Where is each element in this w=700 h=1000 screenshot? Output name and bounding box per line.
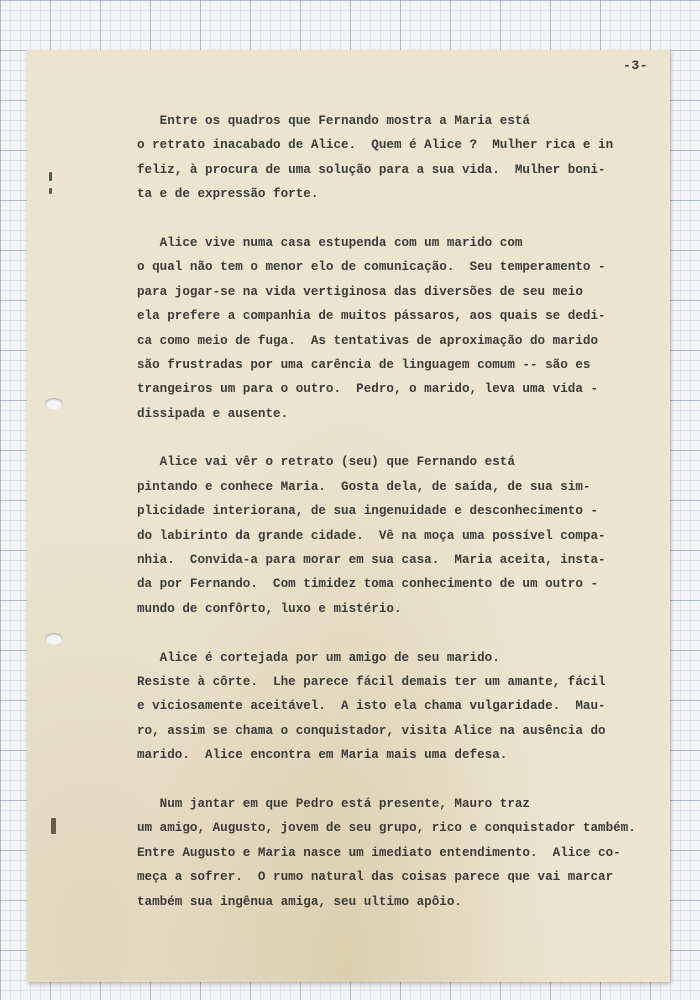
text-line: e viciosamente aceitável. A isto ela chama vulgaridade. Mau- <box>137 699 606 714</box>
paragraph <box>137 231 642 426</box>
text-line: da por Fernando. Com timidez toma conhecimento de um outro - <box>137 577 599 592</box>
text-line: o retrato inacabado de Alice. Quem é Alice ? Mulher rica e in <box>137 138 614 153</box>
text-line: ro, assim se chama o conquistador, visita Alice na ausência do <box>137 723 606 738</box>
text-line: são frustradas por uma carência de linguagem comum -- são es <box>137 357 591 372</box>
text-line: mundo de confôrto, luxo e mistério. <box>137 601 402 616</box>
paragraph <box>137 109 642 207</box>
text-line: marido. Alice encontra em Maria mais uma defesa. <box>137 748 508 763</box>
punch-hole <box>45 398 63 410</box>
text-line: nhia. Convida-a para morar em sua casa. Maria aceita, insta- <box>137 553 606 568</box>
text-line: Alice vive numa casa estupenda com um marido com <box>137 235 523 250</box>
text-line: Resiste à côrte. Lhe parece fácil demais ter um amante, fácil <box>137 674 606 689</box>
binder-mark <box>49 188 52 194</box>
text-line: também sua ingênua amiga, seu ultimo apôio. <box>137 894 462 909</box>
binder-mark <box>49 172 52 181</box>
text-line: Entre Augusto e Maria nasce um imediato entendimento. Alice co- <box>137 845 621 860</box>
text-line: trangeiros um para o outro. Pedro, o marido, leva uma vida - <box>137 382 599 397</box>
text-line: Entre os quadros que Fernando mostra a Maria está <box>137 114 530 128</box>
text-line: dissipada e ausente. <box>137 406 289 421</box>
text-line: meça a sofrer. O rumo natural das coisas parece que vai marcar <box>137 870 614 885</box>
text-line: Num jantar em que Pedro está presente, Mauro traz <box>137 796 530 811</box>
paragraph <box>137 646 642 768</box>
text-line: Alice vai vêr o retrato (seu) que Fernando está <box>137 455 515 470</box>
text-line: ta e de expressão forte. <box>137 187 319 202</box>
body-text <box>137 109 642 938</box>
text-line: para jogar-se na vida vertiginosa das diversões de seu meio <box>137 284 583 299</box>
text-line: ca como meio de fuga. As tentativas de aproximação do marido <box>137 333 599 348</box>
typewritten-page <box>27 50 670 982</box>
text-line: plicidade interiorana, de sua ingenuidade e desconhecimento - <box>137 504 599 519</box>
paragraph <box>137 450 642 621</box>
binder-mark <box>51 818 56 834</box>
text-line: Alice é cortejada por um amigo de seu marido. <box>137 650 500 665</box>
text-line: um amigo, Augusto, jovem de seu grupo, rico e conquistador também. <box>137 821 636 836</box>
text-line: ela prefere a companhia de muitos pássaros, aos quais se dedi- <box>137 309 606 324</box>
punch-hole <box>45 633 63 645</box>
text-line: do labirinto da grande cidade. Vê na moça uma possível compa- <box>137 528 606 543</box>
page-number: -3- <box>623 58 648 73</box>
text-line: pintando e conhece Maria. Gosta dela, de saída, de sua sim- <box>137 479 591 494</box>
text-line: o qual não tem o menor elo de comunicação. Seu temperamento - <box>137 260 606 275</box>
paragraph <box>137 792 642 914</box>
text-line: feliz, à procura de uma solução para a sua vida. Mulher boni- <box>137 162 606 177</box>
